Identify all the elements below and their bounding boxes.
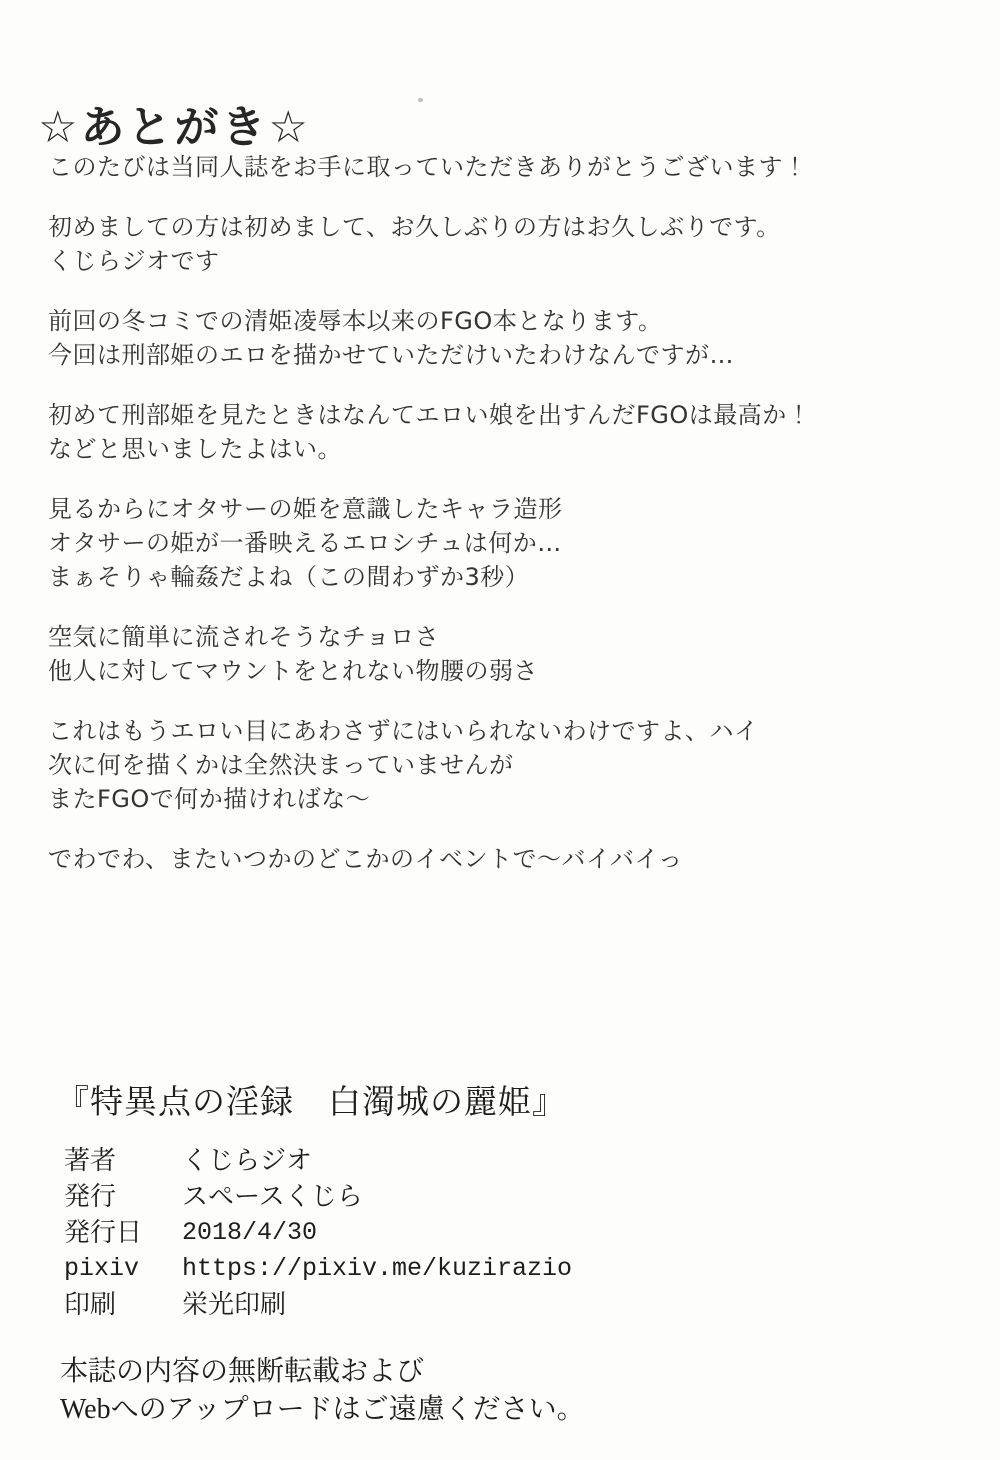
afterword-paragraph xyxy=(48,620,970,688)
colophon-row-publisher xyxy=(64,1179,970,1215)
colophon-label: 著者 xyxy=(64,1146,117,1175)
afterword-paragraph xyxy=(48,842,970,876)
afterword-paragraph xyxy=(48,210,970,278)
colophon-row-printer xyxy=(64,1287,970,1323)
afterword-line: またFGOで何か描ければな～ xyxy=(48,785,371,813)
colophon-value: スペースくじら xyxy=(182,1182,363,1211)
colophon-label: pixiv xyxy=(64,1254,140,1283)
afterword-line: などと思いましたよはい。 xyxy=(48,435,342,463)
afterword-line: 他人に対してマウントをとれない物腰の弱さ xyxy=(48,657,538,685)
afterword-line: 見るからにオタサーの姫を意識したキャラ造形 xyxy=(48,495,563,523)
copyright-notice-line: 本誌の内容の無断転載および xyxy=(60,1356,425,1387)
afterword-line: 今回は刑部姫のエロを描かせていただけいたわけなんですが… xyxy=(48,341,734,369)
colophon xyxy=(56,1076,970,1429)
afterword-line: このたびは当同人誌をお手に取っていただきありがとうございます！ xyxy=(48,153,808,181)
copyright-notice xyxy=(60,1353,970,1429)
afterword-line: これはもうエロい目にあわさずにはいられないわけですよ、ハイ xyxy=(48,717,759,745)
afterword-paragraph xyxy=(48,492,970,594)
afterword-body xyxy=(48,150,970,902)
pixiv-url-text: https://pixiv.me/kuzirazio xyxy=(182,1254,573,1283)
colophon-rows xyxy=(64,1143,970,1323)
colophon-value: くじらジオ xyxy=(182,1146,313,1175)
afterword-line: 初めましての方は初めまして、お久しぶりの方はお久しぶりです。 xyxy=(48,213,781,241)
colophon-label: 発行 xyxy=(64,1182,117,1211)
afterword-line: くじらジオです xyxy=(48,247,220,275)
colophon-value: 栄光印刷 xyxy=(182,1290,287,1319)
colophon-label: 印刷 xyxy=(64,1290,117,1319)
afterword-line: まぁそりゃ輪姦だよね（この間わずか3秒） xyxy=(48,563,530,591)
colophon-row-publish-date xyxy=(64,1215,970,1251)
afterword-paragraph xyxy=(48,714,970,816)
colophon-value: 2018/4/30 xyxy=(182,1218,318,1247)
afterword-line: 初めて刑部姫を見たときはなんてエロい娘を出すんだFGOは最高か！ xyxy=(48,401,812,429)
afterword-line: 次に何を描くかは全然決まっていませんが xyxy=(48,751,514,779)
afterword-line: オタサーの姫が一番映えるエロシチュは何か… xyxy=(48,529,562,557)
afterword-line: でわでわ、またいつかのどこかのイベントで～バイバイっ xyxy=(48,845,683,873)
colophon-label: 発行日 xyxy=(64,1218,143,1247)
colophon-row-pixiv xyxy=(64,1251,970,1287)
scan-speck xyxy=(418,98,423,102)
afterword-paragraph xyxy=(48,398,970,466)
afterword-paragraph xyxy=(48,150,970,184)
afterword-line: 空気に簡単に流されそうなチョロさ xyxy=(48,623,440,651)
colophon-row-author xyxy=(64,1143,970,1179)
afterword-paragraph xyxy=(48,304,970,372)
book-title: 『特異点の淫録 白濁城の麗姫』 xyxy=(56,1085,566,1121)
page-title: ☆あとがき☆ xyxy=(38,102,311,154)
afterword-line: 前回の冬コミでの清姫凌辱本以来のFGO本となります。 xyxy=(48,307,663,335)
copyright-notice-line: Webへのアップロードはご遠慮ください。 xyxy=(60,1394,585,1425)
